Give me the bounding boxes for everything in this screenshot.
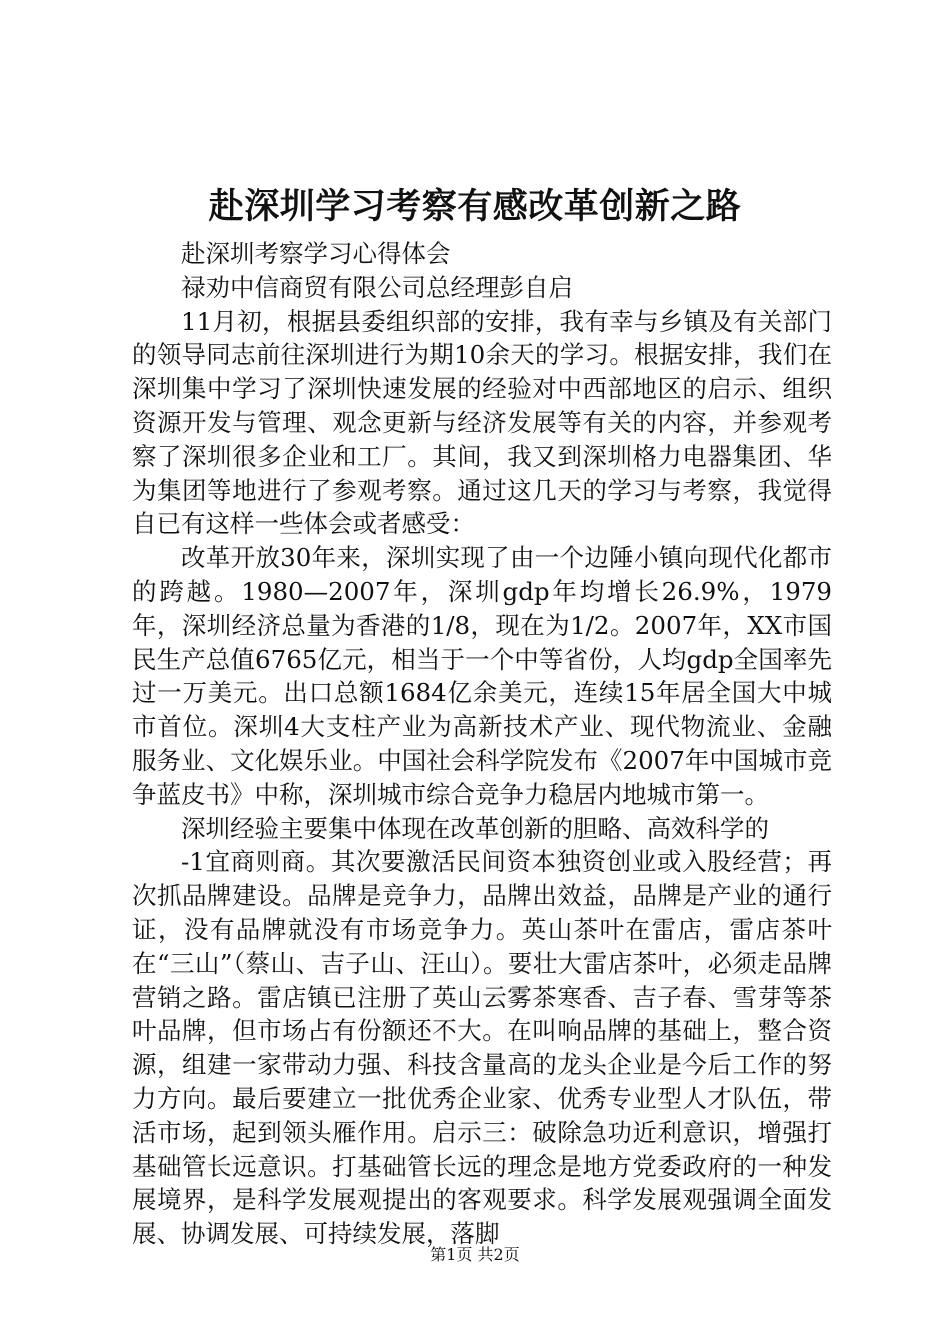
body-paragraph: 改革开放30年来，深圳实现了由一个边陲小镇向现代化都市的跨越。1980—2007年，深圳gdp年均增长26.9%，1979年，深圳经济总量为香港的1/8，现在为1/2。2007年，XX市国民生产总值6765亿元，相当于一个中等省份，人均gdp全国率先过一万美元。出口总额1684亿余美元，连续15年居全国大中城市首位。深圳4大支柱产业为高新技术产业、现代物流业、金融服务业、文化娱乐业。中国社会科学院发布《2007年中国城市竞争蓝皮书》中称，深圳城市综合竞争力稳居内地城市第一。	[132, 543, 832, 809]
document-body	[132, 237, 832, 1251]
author-line: 禄劝中信商贸有限公司总经理彭自启	[181, 272, 573, 302]
body-paragraph: 深圳经验主要集中体现在改革创新的胆略、高效科学的	[181, 813, 769, 843]
document-title: 赴深圳学习考察有感改革创新之路	[208, 186, 742, 227]
body-paragraph: 11月初，根据县委组织部的安排，我有幸与乡镇及有关部门的领导同志前往深圳进行为期10余天的学习。根据安排，我们在深圳集中学习了深圳快速发展的经验对中西部地区的启示、组织资源开发与管理、观念更新与经济发展等有关的内容，并参观考察了深圳很多企业和工厂。其间，我又到深圳格力电器集团、华为集团等地进行了参观考察。通过这几天的学习与考察，我觉得自已有这样一些体会或者感受：	[132, 306, 832, 539]
page-footer: 第1页 共2页	[430, 1245, 520, 1264]
subtitle-line: 赴深圳考察学习心得体会	[181, 239, 451, 268]
body-paragraph: -1宜商则商。其次要激活民间资本独资创业或入股经营；再次抓品牌建设。品牌是竞争力，品牌出效益，品牌是产业的通行证，没有品牌就没有市场竞争力。英山茶叶在雷店，雷店茶叶在“三山”（蔡山、吉子山、汪山）。要壮大雷店茶叶，必须走品牌营销之路。雷店镇已注册了英山云雾茶寒香、吉子春、雪芽等茶叶品牌，但市场占有份额还不大。在叫响品牌的基础上，整合资源，组建一家带动力强、科技含量高的龙头企业是今后工作的努力方向。最后要建立一批优秀企业家、优秀专业型人才队伍，带活市场，起到领头雁作用。启示三：破除急功近利意识，增强打基础管长远意识。打基础管长远的理念是地方党委政府的一种发展境界，是科学发展观提出的客观要求。科学发展观强调全面发展、协调发展、可持续发展，落脚	[132, 847, 832, 1249]
